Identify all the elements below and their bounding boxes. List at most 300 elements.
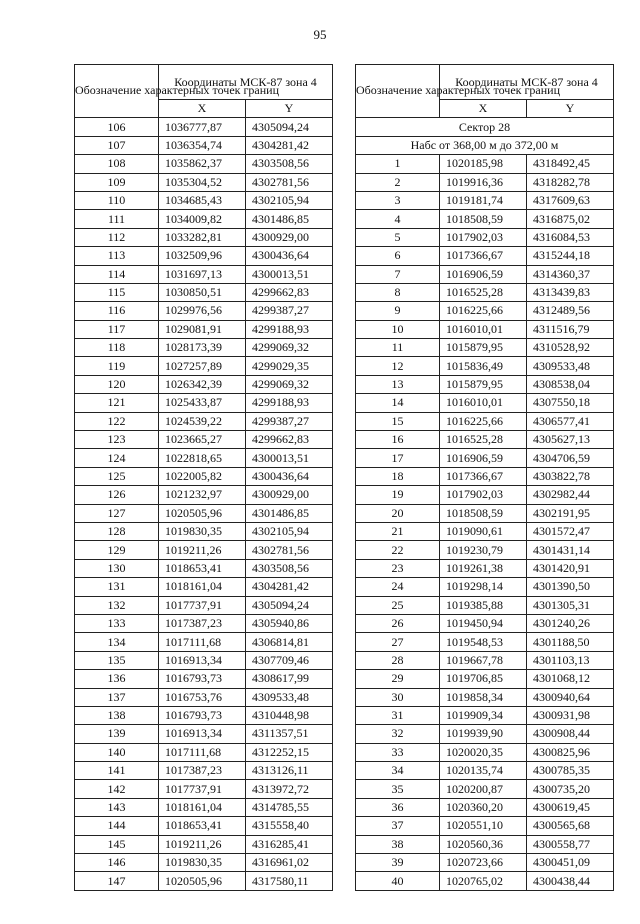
point-number: 121 bbox=[75, 394, 159, 412]
point-number: 26 bbox=[356, 614, 440, 632]
coord-y: 4299387,27 bbox=[246, 302, 333, 320]
point-number: 6 bbox=[356, 247, 440, 265]
point-number: 146 bbox=[75, 854, 159, 872]
table-row bbox=[75, 486, 333, 504]
coord-x: 1020505,96 bbox=[159, 872, 246, 890]
point-number: 140 bbox=[75, 743, 159, 761]
point-number: 15 bbox=[356, 412, 440, 430]
point-number: 117 bbox=[75, 320, 159, 338]
point-number: 35 bbox=[356, 780, 440, 798]
coord-y: 4304281,42 bbox=[246, 136, 333, 154]
point-number: 108 bbox=[75, 155, 159, 173]
coord-y: 4301068,12 bbox=[527, 670, 614, 688]
table-row bbox=[356, 504, 614, 522]
table-row bbox=[75, 817, 333, 835]
coord-x: 1020551,10 bbox=[440, 817, 527, 835]
table-row bbox=[356, 780, 614, 798]
page-number: 95 bbox=[313, 27, 327, 42]
point-number: 106 bbox=[75, 118, 159, 136]
coord-x: 1019830,35 bbox=[159, 854, 246, 872]
table-row bbox=[356, 670, 614, 688]
coord-x: 1019181,74 bbox=[440, 191, 527, 209]
point-number: 107 bbox=[75, 136, 159, 154]
table-row bbox=[75, 467, 333, 485]
coord-x: 1020020,35 bbox=[440, 743, 527, 761]
table-row bbox=[356, 872, 614, 890]
table-row bbox=[75, 798, 333, 816]
coord-x: 1019909,34 bbox=[440, 706, 527, 724]
coord-x: 1036777,87 bbox=[159, 118, 246, 136]
coord-x: 1018161,04 bbox=[159, 578, 246, 596]
table-row bbox=[356, 339, 614, 357]
coord-y: 4300436,64 bbox=[246, 247, 333, 265]
point-number: 5 bbox=[356, 228, 440, 246]
table-row bbox=[75, 780, 333, 798]
table-row bbox=[356, 762, 614, 780]
coord-x: 1035862,37 bbox=[159, 155, 246, 173]
coord-x: 1020765,02 bbox=[440, 872, 527, 890]
point-number: 16 bbox=[356, 431, 440, 449]
table-row bbox=[356, 247, 614, 265]
point-number: 111 bbox=[75, 210, 159, 228]
point-number: 118 bbox=[75, 339, 159, 357]
coord-y: 4304281,42 bbox=[246, 578, 333, 596]
coord-x: 1017111,68 bbox=[159, 743, 246, 761]
point-number: 33 bbox=[356, 743, 440, 761]
table-row bbox=[75, 762, 333, 780]
table-row bbox=[75, 633, 333, 651]
table-row bbox=[356, 191, 614, 209]
table-row bbox=[75, 706, 333, 724]
coord-x: 1028173,39 bbox=[159, 339, 246, 357]
table-row bbox=[356, 486, 614, 504]
point-number: 28 bbox=[356, 651, 440, 669]
coord-y: 4300565,68 bbox=[527, 817, 614, 835]
table-row bbox=[356, 228, 614, 246]
coord-x: 1016906,59 bbox=[440, 449, 527, 467]
table-row bbox=[356, 578, 614, 596]
coord-x: 1022005,82 bbox=[159, 467, 246, 485]
table-row bbox=[75, 504, 333, 522]
coord-y: 4302982,44 bbox=[527, 486, 614, 504]
coord-x: 1026342,39 bbox=[159, 375, 246, 393]
coord-x: 1016225,66 bbox=[440, 412, 527, 430]
coord-y: 4315558,40 bbox=[246, 817, 333, 835]
coord-y: 4302105,94 bbox=[246, 522, 333, 540]
coord-x: 1029081,91 bbox=[159, 320, 246, 338]
coord-y: 4318492,45 bbox=[527, 155, 614, 173]
coord-y: 4312489,56 bbox=[527, 302, 614, 320]
table-row bbox=[75, 155, 333, 173]
table-row bbox=[75, 541, 333, 559]
coord-y: 4309533,48 bbox=[527, 357, 614, 375]
point-number: 20 bbox=[356, 504, 440, 522]
point-number: 132 bbox=[75, 596, 159, 614]
point-number: 129 bbox=[75, 541, 159, 559]
point-number: 135 bbox=[75, 651, 159, 669]
coord-y: 4302781,56 bbox=[246, 541, 333, 559]
coord-y: 4301103,13 bbox=[527, 651, 614, 669]
point-number: 124 bbox=[75, 449, 159, 467]
coord-y: 4301305,31 bbox=[527, 596, 614, 614]
point-number: 17 bbox=[356, 449, 440, 467]
table-row bbox=[75, 596, 333, 614]
coord-x: 1034685,43 bbox=[159, 191, 246, 209]
coord-y: 4308617,99 bbox=[246, 670, 333, 688]
coord-y: 4301188,50 bbox=[527, 633, 614, 651]
coord-x: 1018508,59 bbox=[440, 210, 527, 228]
point-number: 23 bbox=[356, 559, 440, 577]
point-number: 4 bbox=[356, 210, 440, 228]
coord-x: 1015836,49 bbox=[440, 357, 527, 375]
point-number: 14 bbox=[356, 394, 440, 412]
table-row bbox=[356, 651, 614, 669]
coord-y: 4300929,00 bbox=[246, 228, 333, 246]
table-row bbox=[356, 522, 614, 540]
height-range: Набс от 368,00 м до 372,00 м bbox=[356, 136, 614, 154]
point-number: 36 bbox=[356, 798, 440, 816]
point-number: 11 bbox=[356, 339, 440, 357]
coord-x: 1020135,74 bbox=[440, 762, 527, 780]
point-number: 2 bbox=[356, 173, 440, 191]
point-number: 3 bbox=[356, 191, 440, 209]
coord-y: 4317609,63 bbox=[527, 191, 614, 209]
point-number: 119 bbox=[75, 357, 159, 375]
coord-x: 1019261,38 bbox=[440, 559, 527, 577]
table-row bbox=[356, 467, 614, 485]
table-row bbox=[356, 394, 614, 412]
point-number: 25 bbox=[356, 596, 440, 614]
coord-y: 4302781,56 bbox=[246, 173, 333, 191]
table-row bbox=[75, 651, 333, 669]
coord-x: 1020560,36 bbox=[440, 835, 527, 853]
table-row bbox=[75, 725, 333, 743]
coord-y: 4316875,02 bbox=[527, 210, 614, 228]
point-number: 18 bbox=[356, 467, 440, 485]
x-header: X bbox=[159, 100, 246, 118]
point-number: 127 bbox=[75, 504, 159, 522]
coord-y: 4299029,35 bbox=[246, 357, 333, 375]
point-number: 12 bbox=[356, 357, 440, 375]
coord-y: 4303508,56 bbox=[246, 559, 333, 577]
coord-y: 4300013,51 bbox=[246, 265, 333, 283]
coord-x: 1019211,26 bbox=[159, 835, 246, 853]
coord-x: 1027257,89 bbox=[159, 357, 246, 375]
coord-y: 4313126,11 bbox=[246, 762, 333, 780]
coord-x: 1034009,82 bbox=[159, 210, 246, 228]
table-row bbox=[356, 265, 614, 283]
coord-y: 4305094,24 bbox=[246, 118, 333, 136]
coord-x: 1024539,22 bbox=[159, 412, 246, 430]
point-number: 126 bbox=[75, 486, 159, 504]
table-row bbox=[75, 173, 333, 191]
coord-y: 4301390,50 bbox=[527, 578, 614, 596]
coord-y: 4301486,85 bbox=[246, 210, 333, 228]
coord-x: 1021232,97 bbox=[159, 486, 246, 504]
coord-y: 4313439,83 bbox=[527, 283, 614, 301]
point-number: 21 bbox=[356, 522, 440, 540]
coord-x: 1017902,03 bbox=[440, 486, 527, 504]
point-number: 24 bbox=[356, 578, 440, 596]
coord-y: 4302191,95 bbox=[527, 504, 614, 522]
table-row bbox=[75, 854, 333, 872]
coord-y: 4306814,81 bbox=[246, 633, 333, 651]
point-number: 123 bbox=[75, 431, 159, 449]
coord-y: 4299662,83 bbox=[246, 431, 333, 449]
coord-y: 4301431,14 bbox=[527, 541, 614, 559]
point-number: 116 bbox=[75, 302, 159, 320]
coord-y: 4300825,96 bbox=[527, 743, 614, 761]
table-row bbox=[75, 375, 333, 393]
coordinates-table-right bbox=[355, 64, 614, 891]
point-number: 142 bbox=[75, 780, 159, 798]
y-header: Y bbox=[246, 100, 333, 118]
coord-x: 1016913,34 bbox=[159, 651, 246, 669]
point-number: 138 bbox=[75, 706, 159, 724]
coord-y: 4305094,24 bbox=[246, 596, 333, 614]
coord-x: 1018161,04 bbox=[159, 798, 246, 816]
point-number: 22 bbox=[356, 541, 440, 559]
coord-y: 4300940,64 bbox=[527, 688, 614, 706]
point-number: 8 bbox=[356, 283, 440, 301]
sector-title: Сектор 28 bbox=[356, 118, 614, 136]
coord-x: 1017111,68 bbox=[159, 633, 246, 651]
coord-y: 4300908,44 bbox=[527, 725, 614, 743]
table-row bbox=[75, 357, 333, 375]
coord-y: 4299188,93 bbox=[246, 394, 333, 412]
point-number: 39 bbox=[356, 854, 440, 872]
coord-y: 4311516,79 bbox=[527, 320, 614, 338]
coord-y: 4300436,64 bbox=[246, 467, 333, 485]
y-header: Y bbox=[527, 100, 614, 118]
coord-x: 1019548,53 bbox=[440, 633, 527, 651]
coord-x: 1017366,67 bbox=[440, 467, 527, 485]
table-row bbox=[75, 118, 333, 136]
coord-x: 1019211,26 bbox=[159, 541, 246, 559]
point-number: 30 bbox=[356, 688, 440, 706]
coord-system-header: Координаты МСК-87 зона 4 bbox=[159, 65, 333, 100]
table-row bbox=[75, 302, 333, 320]
table-row bbox=[356, 302, 614, 320]
coord-x: 1019858,34 bbox=[440, 688, 527, 706]
coord-x: 1022818,65 bbox=[159, 449, 246, 467]
table-row bbox=[75, 688, 333, 706]
table-row bbox=[356, 283, 614, 301]
coord-x: 1019385,88 bbox=[440, 596, 527, 614]
coord-y: 4305940,86 bbox=[246, 614, 333, 632]
point-number: 34 bbox=[356, 762, 440, 780]
table-row bbox=[75, 431, 333, 449]
coord-x: 1016525,28 bbox=[440, 431, 527, 449]
table-row bbox=[356, 688, 614, 706]
coord-x: 1016010,01 bbox=[440, 394, 527, 412]
coord-y: 4316961,02 bbox=[246, 854, 333, 872]
coord-x: 1019667,78 bbox=[440, 651, 527, 669]
coord-y: 4314785,55 bbox=[246, 798, 333, 816]
coord-y: 4299069,32 bbox=[246, 339, 333, 357]
point-number: 125 bbox=[75, 467, 159, 485]
point-number: 7 bbox=[356, 265, 440, 283]
coord-x: 1019916,36 bbox=[440, 173, 527, 191]
coord-x: 1016010,01 bbox=[440, 320, 527, 338]
coord-x: 1019830,35 bbox=[159, 522, 246, 540]
point-number: 134 bbox=[75, 633, 159, 651]
table-row bbox=[75, 559, 333, 577]
point-number: 114 bbox=[75, 265, 159, 283]
table-row bbox=[75, 522, 333, 540]
coord-y: 4304706,59 bbox=[527, 449, 614, 467]
table-row bbox=[75, 614, 333, 632]
coord-x: 1035304,52 bbox=[159, 173, 246, 191]
point-number: 136 bbox=[75, 670, 159, 688]
table-row bbox=[356, 614, 614, 632]
coord-x: 1019939,90 bbox=[440, 725, 527, 743]
coord-x: 1020200,87 bbox=[440, 780, 527, 798]
point-number: 128 bbox=[75, 522, 159, 540]
point-number: 112 bbox=[75, 228, 159, 246]
coord-y: 4302105,94 bbox=[246, 191, 333, 209]
point-number: 1 bbox=[356, 155, 440, 173]
table-row bbox=[356, 431, 614, 449]
coord-y: 4318282,78 bbox=[527, 173, 614, 191]
coord-x: 1016525,28 bbox=[440, 283, 527, 301]
point-number: 120 bbox=[75, 375, 159, 393]
table-row bbox=[356, 559, 614, 577]
table-row bbox=[75, 210, 333, 228]
coord-x: 1019230,79 bbox=[440, 541, 527, 559]
table-row bbox=[356, 725, 614, 743]
point-number: 13 bbox=[356, 375, 440, 393]
table-row bbox=[75, 743, 333, 761]
coord-x: 1023665,27 bbox=[159, 431, 246, 449]
coord-y: 4315244,18 bbox=[527, 247, 614, 265]
coord-y: 4301420,91 bbox=[527, 559, 614, 577]
coord-y: 4300438,44 bbox=[527, 872, 614, 890]
table-row bbox=[356, 357, 614, 375]
coord-y: 4312252,15 bbox=[246, 743, 333, 761]
coord-y: 4317580,11 bbox=[246, 872, 333, 890]
point-number: 32 bbox=[356, 725, 440, 743]
coord-x: 1018653,41 bbox=[159, 559, 246, 577]
point-number: 147 bbox=[75, 872, 159, 890]
coord-x: 1018508,59 bbox=[440, 504, 527, 522]
point-number: 130 bbox=[75, 559, 159, 577]
coord-x: 1017387,23 bbox=[159, 614, 246, 632]
coord-system-header: Координаты МСК-87 зона 4 bbox=[440, 65, 614, 100]
coord-x: 1020360,20 bbox=[440, 798, 527, 816]
coord-x: 1016793,73 bbox=[159, 706, 246, 724]
coord-y: 4308538,04 bbox=[527, 375, 614, 393]
table-row bbox=[356, 743, 614, 761]
point-number: 144 bbox=[75, 817, 159, 835]
coord-x: 1030850,51 bbox=[159, 283, 246, 301]
coord-y: 4300558,77 bbox=[527, 835, 614, 853]
coord-x: 1015879,95 bbox=[440, 375, 527, 393]
coord-x: 1020723,66 bbox=[440, 854, 527, 872]
coord-x: 1031697,13 bbox=[159, 265, 246, 283]
coord-x: 1032509,96 bbox=[159, 247, 246, 265]
coord-y: 4305627,13 bbox=[527, 431, 614, 449]
coord-x: 1020505,96 bbox=[159, 504, 246, 522]
point-number: 29 bbox=[356, 670, 440, 688]
coord-x: 1016913,34 bbox=[159, 725, 246, 743]
table-row bbox=[356, 706, 614, 724]
coord-y: 4300013,51 bbox=[246, 449, 333, 467]
point-number: 10 bbox=[356, 320, 440, 338]
point-number: 139 bbox=[75, 725, 159, 743]
coord-x: 1017737,91 bbox=[159, 780, 246, 798]
table-row bbox=[356, 596, 614, 614]
table-row bbox=[75, 339, 333, 357]
point-number: 40 bbox=[356, 872, 440, 890]
coord-y: 4307709,46 bbox=[246, 651, 333, 669]
point-number: 137 bbox=[75, 688, 159, 706]
left-table-body bbox=[75, 118, 333, 890]
coord-x: 1016906,59 bbox=[440, 265, 527, 283]
coord-x: 1017902,03 bbox=[440, 228, 527, 246]
coord-y: 4310528,92 bbox=[527, 339, 614, 357]
coord-y: 4301240,26 bbox=[527, 614, 614, 632]
coord-x: 1019450,94 bbox=[440, 614, 527, 632]
coord-y: 4311357,51 bbox=[246, 725, 333, 743]
coordinates-table-left bbox=[74, 64, 333, 891]
point-number: 141 bbox=[75, 762, 159, 780]
table-row bbox=[356, 633, 614, 651]
right-table-body bbox=[356, 118, 614, 890]
table-row bbox=[356, 173, 614, 191]
coord-y: 4307550,18 bbox=[527, 394, 614, 412]
coord-y: 4299188,93 bbox=[246, 320, 333, 338]
point-number: 9 bbox=[356, 302, 440, 320]
table-row bbox=[75, 412, 333, 430]
point-number: 37 bbox=[356, 817, 440, 835]
coord-x: 1019298,14 bbox=[440, 578, 527, 596]
coord-y: 4303508,56 bbox=[246, 155, 333, 173]
table-row bbox=[356, 412, 614, 430]
coord-x: 1016753,76 bbox=[159, 688, 246, 706]
point-number: 110 bbox=[75, 191, 159, 209]
coord-x: 1019090,61 bbox=[440, 522, 527, 540]
coord-y: 4300451,09 bbox=[527, 854, 614, 872]
coord-y: 4316084,53 bbox=[527, 228, 614, 246]
coord-y: 4299387,27 bbox=[246, 412, 333, 430]
point-number: 122 bbox=[75, 412, 159, 430]
table-row bbox=[75, 136, 333, 154]
table-row bbox=[75, 670, 333, 688]
table-row bbox=[356, 210, 614, 228]
coord-x: 1015879,95 bbox=[440, 339, 527, 357]
point-label-header: Обозначение характерных точек границ bbox=[356, 65, 440, 118]
x-header: X bbox=[440, 100, 527, 118]
point-label-header: Обозначение характерных точек границ bbox=[75, 65, 159, 118]
coord-x: 1017737,91 bbox=[159, 596, 246, 614]
coord-y: 4300931,98 bbox=[527, 706, 614, 724]
coord-y: 4313972,72 bbox=[246, 780, 333, 798]
table-row bbox=[356, 798, 614, 816]
table-row bbox=[75, 191, 333, 209]
table-row bbox=[75, 449, 333, 467]
table-row bbox=[75, 283, 333, 301]
point-number: 131 bbox=[75, 578, 159, 596]
point-number: 145 bbox=[75, 835, 159, 853]
coord-y: 4306577,41 bbox=[527, 412, 614, 430]
table-row bbox=[75, 265, 333, 283]
table-row bbox=[356, 854, 614, 872]
coord-y: 4301572,47 bbox=[527, 522, 614, 540]
coord-x: 1019706,85 bbox=[440, 670, 527, 688]
coord-y: 4299662,83 bbox=[246, 283, 333, 301]
point-number: 113 bbox=[75, 247, 159, 265]
